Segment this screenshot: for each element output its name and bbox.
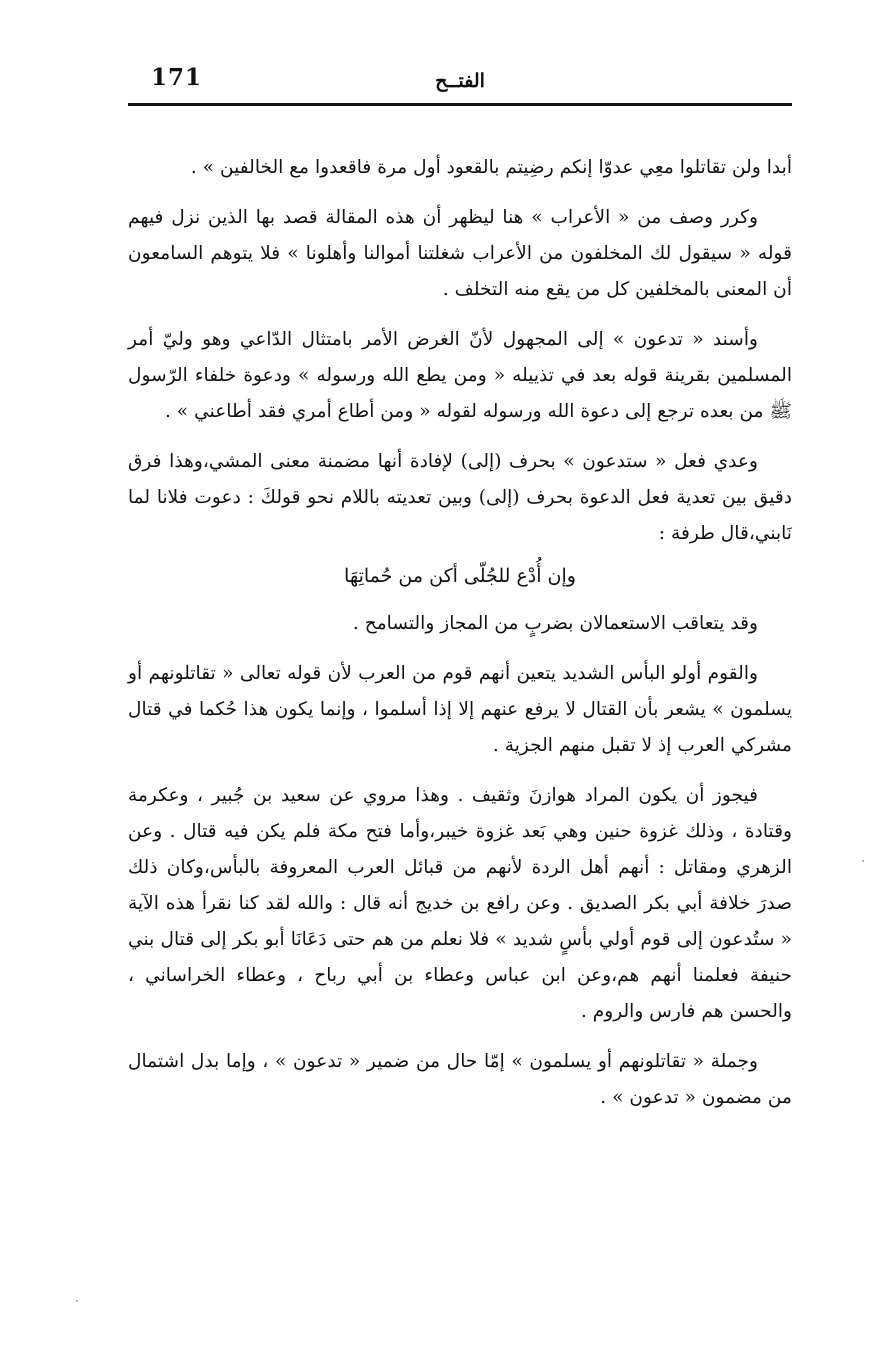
paragraph: أبدا ولن تقاتلوا معِي عدوّا إنكم رضِيتم بالقعود أول مرة فاقعدوا مع الخالفين » . xyxy=(190,157,792,178)
page-number: 171 xyxy=(150,64,202,91)
header-rule xyxy=(128,103,792,106)
page-header xyxy=(128,62,792,102)
paragraph: وقد يتعاقب الاستعمالان بضربٍ من المجاز والتسامح . xyxy=(352,613,758,634)
paragraph: فيجوز أن يكون المراد هوازنَ وثقيف . وهذا مروي عن سعيد بن جُبير ، وعكرمة وقتادة ، وذلك غزوة حنين وهي بَعد غزوة خيبر،وأما فتح مكة فلم يكن فيه قتال . وعن الزهري ومقاتل : أنهم أهل الردة لأنهم من قبائل العرب المعروفة بالبأس،وكان ذلك صدرَ خلافة أبي بكر الصديق . وعن رافع بن خديج أنه قال : والله لقد كنا نقرأ هذه الآية « ستُدعون إلى قوم أولي بأسٍ شديد » فلا نعلم من هم حتى دَعَانَا أبو بكر إلى قتال بني حنيفة فعلمنا أنهم هم،وعن ابن عباس وعطاء بن أبي رباح ، وعطاء الخراساني ، والحسن هم فارس والروم . xyxy=(128,785,792,1022)
body-text xyxy=(128,150,792,1130)
running-title: الفتــح xyxy=(435,70,485,92)
paragraph: وكرر وصف من « الأعراب » هنا ليظهر أن هذه المقالة قصد بها الذين نزل فيهم قوله « سيقول لك المخلفون من الأعراب شغلتنا أموالنا وأهلونا » فلا يتوهم السامعون أن المعنى بالمخلفين كل من يقع منه التخلف . xyxy=(128,207,792,300)
poetry-verse: وإن أُدْع للجُلّى أكن من حُماتِهَا xyxy=(344,565,576,587)
scan-speck xyxy=(76,1300,78,1302)
scan-speck xyxy=(862,860,864,862)
paragraph: وجملة « تقاتلونهم أو يسلمون » إمّا حال من ضمير « تدعون » ، وإما بدل اشتمال من مضمون « تدعون » . xyxy=(128,1051,792,1108)
paragraph: وأسند « تدعون » إلى المجهول لأنّ الغرض الأمر بامتثال الدّاعي وهو وليّ أمر المسلمين بقرينة قوله بعد في تذييله « ومن يطع الله ورسوله » ودعوة خلفاء الرّسول ﷺ من بعده ترجع إلى دعوة الله ورسوله لقوله « ومن أطاع أمري فقد أطاعني » . xyxy=(128,329,792,422)
paragraph: وعدي فعل « ستدعون » بحرف (إلى) لإفادة أنها مضمنة معنى المشي،وهذا فرق دقيق بين تعدية فعل الدعوة بحرف (إلى) وبين تعديته باللام نحو قولكَ : دعوت فلانا لما نَابني،قال طرفة : xyxy=(128,451,792,544)
paragraph: والقوم أولو البأس الشديد يتعين أنهم قوم من العرب لأن قوله تعالى « تقاتلونهم أو يسلمون » يشعر بأن القتال لا يرفع عنهم إلا إذا أسلموا ، وإنما يكون هذا حُكما في قتال مشركي العرب إذ لا تقبل منهم الجزية . xyxy=(128,663,792,756)
